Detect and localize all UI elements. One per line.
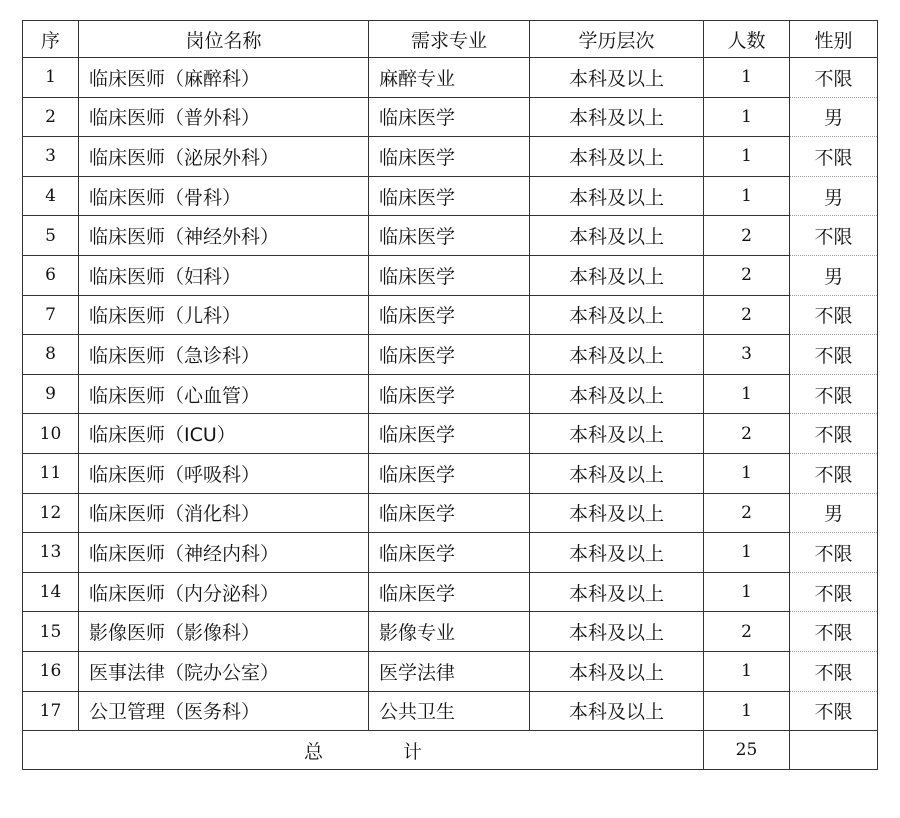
row-seq: 3 xyxy=(23,137,79,177)
row-position: 临床医师（妇科） xyxy=(79,255,369,295)
row-education: 本科及以上 xyxy=(530,493,704,533)
row-position: 医事法律（院办公室） xyxy=(79,651,369,691)
table-row xyxy=(23,572,878,612)
table-row xyxy=(23,533,878,573)
row-position: 临床医师（麻醉科） xyxy=(79,58,369,98)
row-gender: 不限 xyxy=(790,533,878,573)
total-label-part1: 总 xyxy=(303,740,323,763)
total-label-part2: 计 xyxy=(403,740,423,763)
row-count: 2 xyxy=(704,255,790,295)
table-row xyxy=(23,691,878,731)
row-gender: 男 xyxy=(790,97,878,137)
table-row xyxy=(23,255,878,295)
row-education: 本科及以上 xyxy=(530,255,704,295)
row-position: 临床医师（消化科） xyxy=(79,493,369,533)
table-row xyxy=(23,137,878,177)
row-gender: 不限 xyxy=(790,216,878,256)
row-major: 临床医学 xyxy=(369,453,530,493)
row-major: 临床医学 xyxy=(369,97,530,137)
row-count: 2 xyxy=(704,493,790,533)
table-row xyxy=(23,97,878,137)
row-seq: 12 xyxy=(23,493,79,533)
row-major: 临床医学 xyxy=(369,414,530,454)
row-major: 临床医学 xyxy=(369,295,530,335)
row-count: 1 xyxy=(704,58,790,98)
row-count: 1 xyxy=(704,572,790,612)
row-count: 2 xyxy=(704,612,790,652)
row-seq: 1 xyxy=(23,58,79,98)
row-gender: 不限 xyxy=(790,414,878,454)
table-row xyxy=(23,176,878,216)
row-gender: 不限 xyxy=(790,335,878,375)
row-position: 公卫管理（医务科） xyxy=(79,691,369,731)
row-gender: 不限 xyxy=(790,612,878,652)
table-row xyxy=(23,453,878,493)
table-row xyxy=(23,414,878,454)
row-count: 1 xyxy=(704,97,790,137)
row-position: 临床医师（急诊科） xyxy=(79,335,369,375)
recruitment-table xyxy=(22,20,878,770)
row-position: 临床医师（儿科） xyxy=(79,295,369,335)
row-count: 1 xyxy=(704,533,790,573)
row-education: 本科及以上 xyxy=(530,216,704,256)
table-header-row xyxy=(23,21,878,58)
row-major: 临床医学 xyxy=(369,137,530,177)
header-seq: 序 xyxy=(23,21,79,58)
row-position: 临床医师（呼吸科） xyxy=(79,453,369,493)
row-major: 影像专业 xyxy=(369,612,530,652)
row-major: 公共卫生 xyxy=(369,691,530,731)
row-seq: 4 xyxy=(23,176,79,216)
header-gender: 性别 xyxy=(790,21,878,58)
row-education: 本科及以上 xyxy=(530,374,704,414)
row-seq: 7 xyxy=(23,295,79,335)
row-education: 本科及以上 xyxy=(530,572,704,612)
row-education: 本科及以上 xyxy=(530,335,704,375)
row-count: 1 xyxy=(704,691,790,731)
header-education: 学历层次 xyxy=(530,21,704,58)
header-major: 需求专业 xyxy=(369,21,530,58)
row-major: 临床医学 xyxy=(369,176,530,216)
row-major: 临床医学 xyxy=(369,255,530,295)
table-row xyxy=(23,493,878,533)
row-gender: 不限 xyxy=(790,691,878,731)
row-major: 临床医学 xyxy=(369,493,530,533)
row-seq: 11 xyxy=(23,453,79,493)
row-count: 3 xyxy=(704,335,790,375)
row-major: 临床医学 xyxy=(369,216,530,256)
row-position: 临床医师（骨科） xyxy=(79,176,369,216)
table-row xyxy=(23,651,878,691)
row-gender: 不限 xyxy=(790,453,878,493)
row-seq: 14 xyxy=(23,572,79,612)
header-position: 岗位名称 xyxy=(79,21,369,58)
row-position: 临床医师（内分泌科） xyxy=(79,572,369,612)
table-row xyxy=(23,374,878,414)
row-education: 本科及以上 xyxy=(530,414,704,454)
row-position: 临床医师（神经内科） xyxy=(79,533,369,573)
row-education: 本科及以上 xyxy=(530,58,704,98)
row-gender: 不限 xyxy=(790,295,878,335)
row-count: 1 xyxy=(704,651,790,691)
total-gender-empty xyxy=(790,731,878,770)
row-position: 临床医师（普外科） xyxy=(79,97,369,137)
row-count: 2 xyxy=(704,295,790,335)
table-row xyxy=(23,216,878,256)
total-count: 25 xyxy=(704,731,790,770)
row-seq: 2 xyxy=(23,97,79,137)
row-gender: 不限 xyxy=(790,58,878,98)
row-education: 本科及以上 xyxy=(530,533,704,573)
row-count: 2 xyxy=(704,414,790,454)
row-gender: 男 xyxy=(790,493,878,533)
row-count: 1 xyxy=(704,137,790,177)
row-position: 影像医师（影像科） xyxy=(79,612,369,652)
total-label xyxy=(23,731,704,770)
row-seq: 8 xyxy=(23,335,79,375)
row-seq: 6 xyxy=(23,255,79,295)
row-gender: 不限 xyxy=(790,374,878,414)
row-seq: 5 xyxy=(23,216,79,256)
row-position: 临床医师（神经外科） xyxy=(79,216,369,256)
row-major: 临床医学 xyxy=(369,572,530,612)
total-row xyxy=(23,731,878,770)
table-row xyxy=(23,612,878,652)
row-gender: 不限 xyxy=(790,572,878,612)
row-seq: 10 xyxy=(23,414,79,454)
row-position: 临床医师（泌尿外科） xyxy=(79,137,369,177)
row-education: 本科及以上 xyxy=(530,176,704,216)
row-seq: 9 xyxy=(23,374,79,414)
row-education: 本科及以上 xyxy=(530,612,704,652)
row-gender: 不限 xyxy=(790,651,878,691)
header-count: 人数 xyxy=(704,21,790,58)
row-education: 本科及以上 xyxy=(530,295,704,335)
row-major: 麻醉专业 xyxy=(369,58,530,98)
row-gender: 男 xyxy=(790,176,878,216)
row-seq: 17 xyxy=(23,691,79,731)
row-count: 1 xyxy=(704,176,790,216)
table-row xyxy=(23,58,878,98)
row-seq: 16 xyxy=(23,651,79,691)
row-major: 临床医学 xyxy=(369,335,530,375)
row-count: 1 xyxy=(704,453,790,493)
row-major: 医学法律 xyxy=(369,651,530,691)
row-education: 本科及以上 xyxy=(530,137,704,177)
row-education: 本科及以上 xyxy=(530,453,704,493)
row-education: 本科及以上 xyxy=(530,651,704,691)
row-position: 临床医师（心血管） xyxy=(79,374,369,414)
row-major: 临床医学 xyxy=(369,533,530,573)
row-count: 2 xyxy=(704,216,790,256)
row-seq: 13 xyxy=(23,533,79,573)
row-major: 临床医学 xyxy=(369,374,530,414)
table-body xyxy=(23,58,878,731)
row-education: 本科及以上 xyxy=(530,97,704,137)
row-education: 本科及以上 xyxy=(530,691,704,731)
row-count: 1 xyxy=(704,374,790,414)
row-position: 临床医师（ICU） xyxy=(79,414,369,454)
row-gender: 男 xyxy=(790,255,878,295)
table-row xyxy=(23,295,878,335)
table-row xyxy=(23,335,878,375)
row-gender: 不限 xyxy=(790,137,878,177)
row-seq: 15 xyxy=(23,612,79,652)
